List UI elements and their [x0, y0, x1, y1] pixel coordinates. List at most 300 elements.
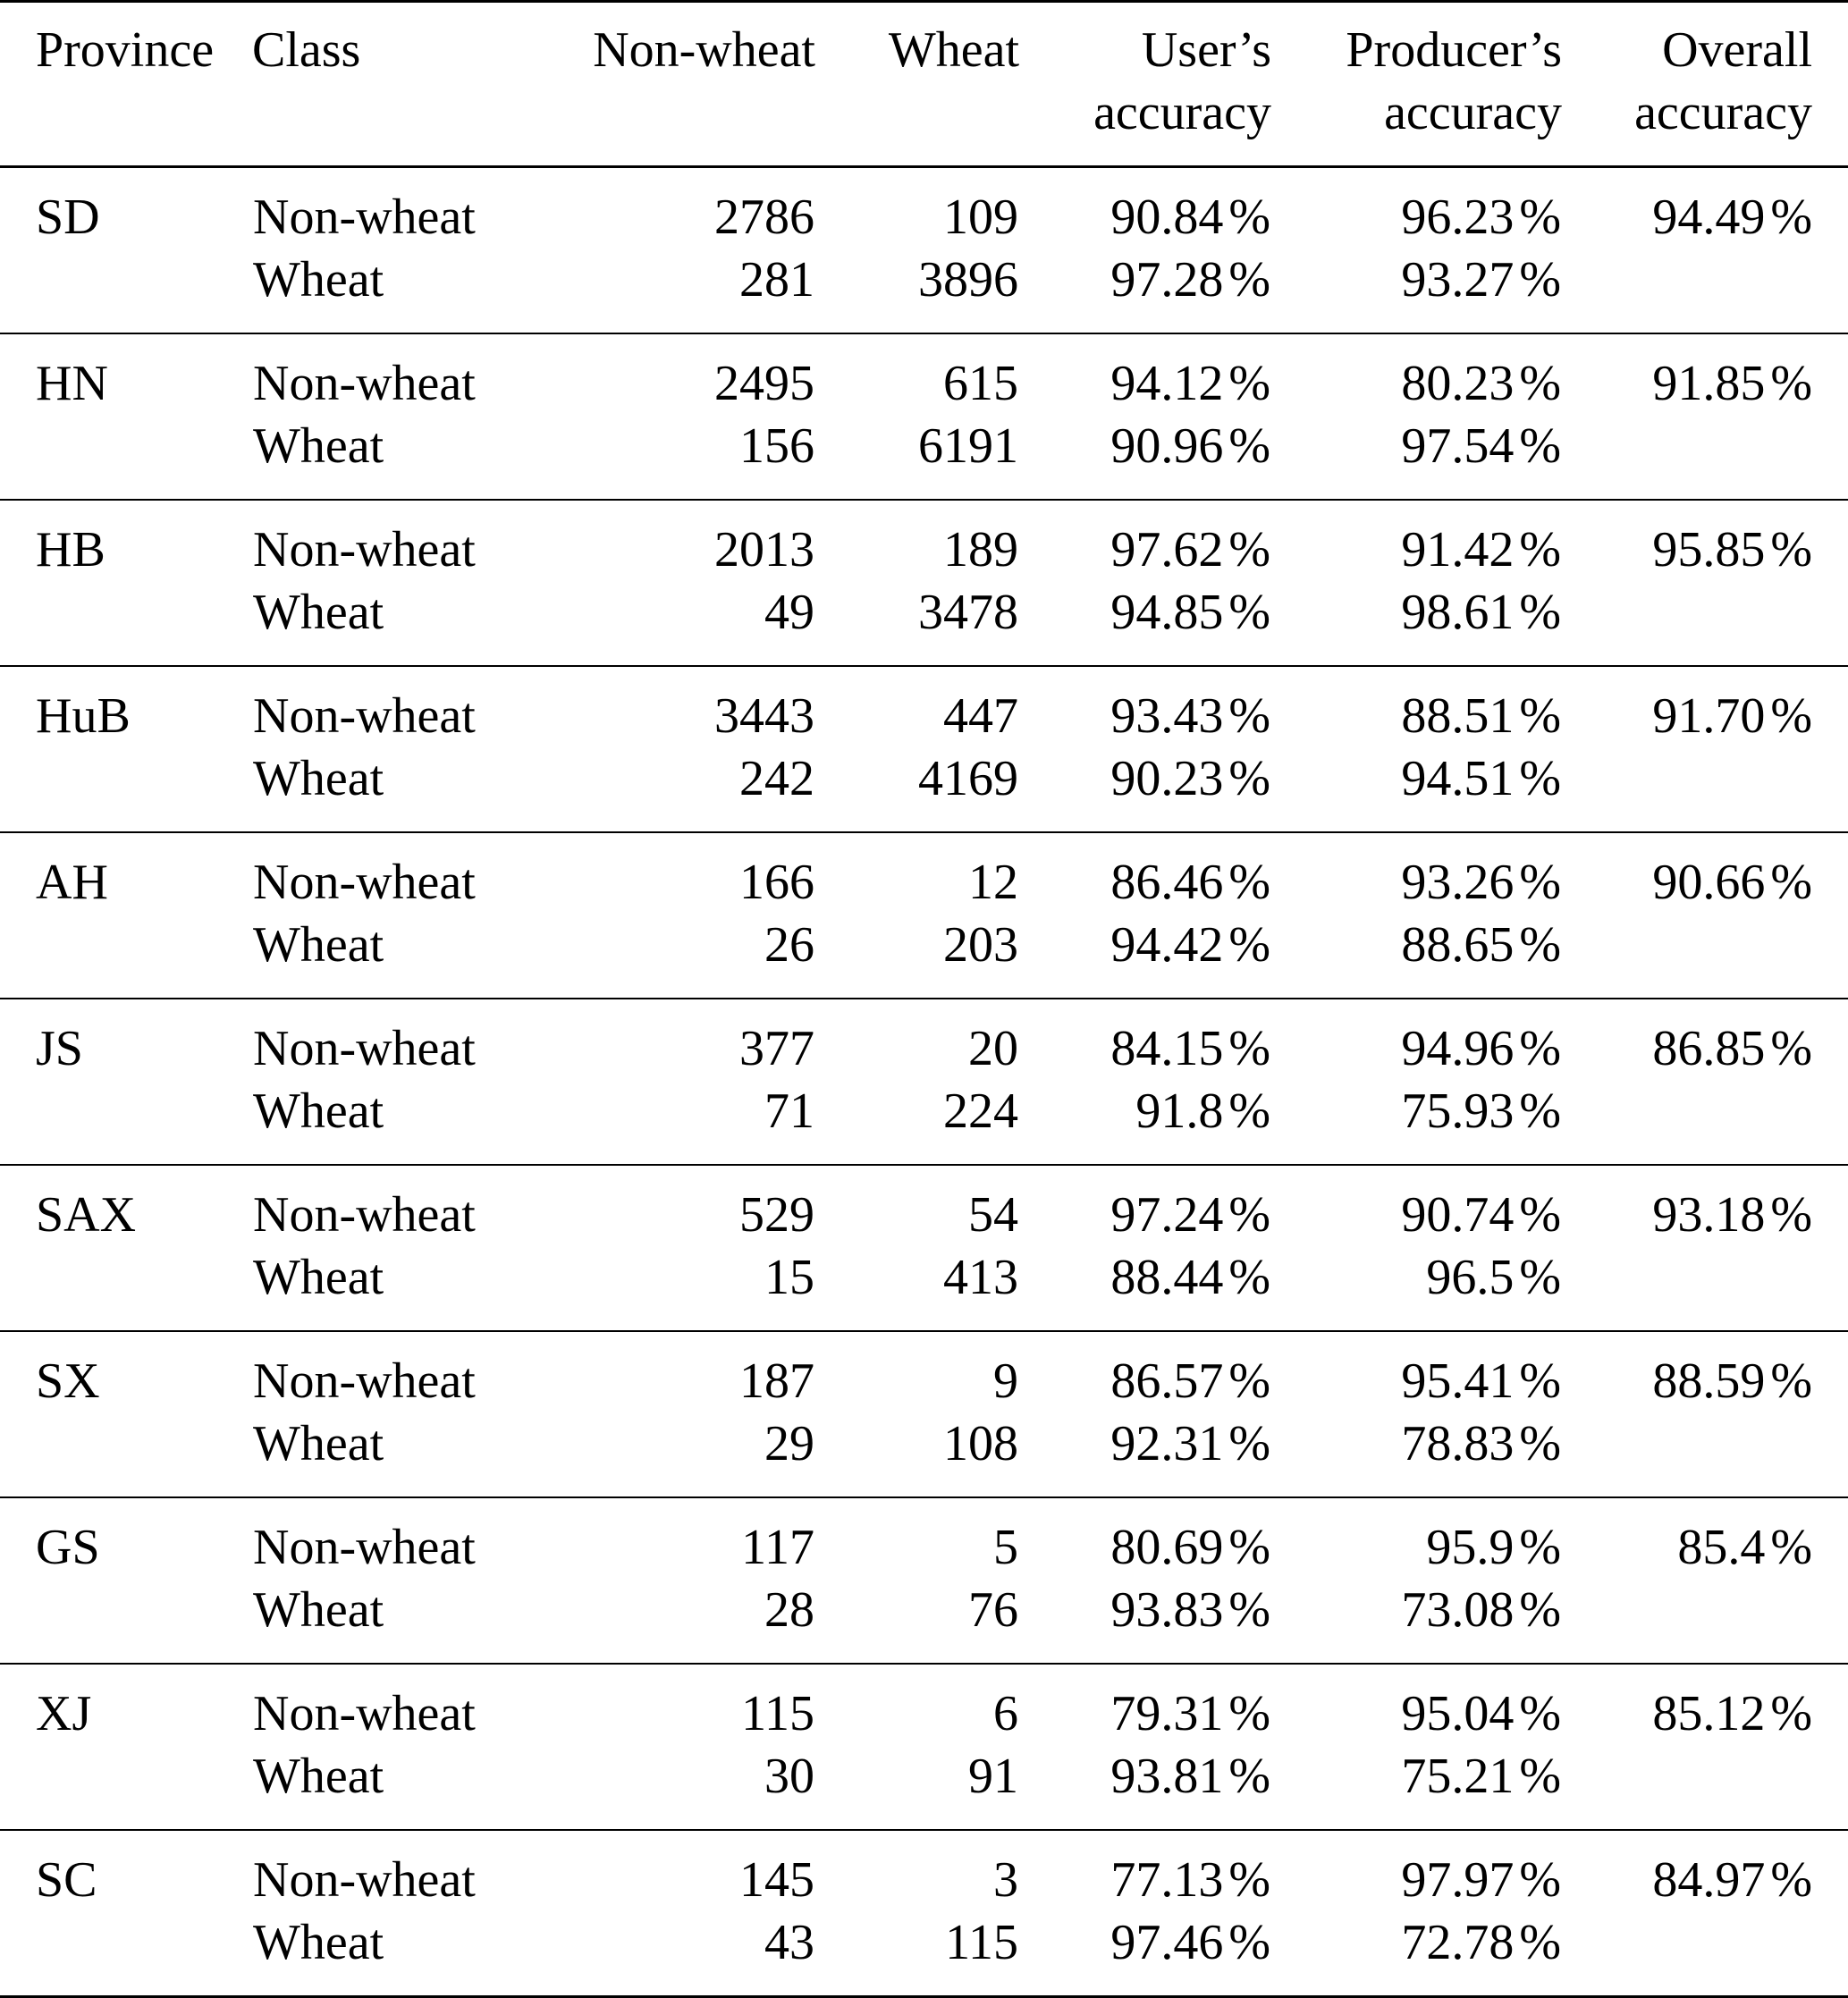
- overall-accuracy-cell: [1562, 1246, 1848, 1331]
- users-accuracy-cell: [1019, 1080, 1271, 1165]
- users-accuracy-cell-value: 91.8: [1135, 1083, 1224, 1139]
- wheat-cell-value: 108: [943, 1416, 1018, 1471]
- class-cell: [252, 167, 492, 249]
- producers-accuracy-cell: [1271, 1911, 1562, 1997]
- percent-sign: %: [1519, 418, 1561, 474]
- class-cell: [252, 1579, 492, 1664]
- percent-sign: %: [1228, 1520, 1270, 1575]
- users-accuracy-cell-value: 97.46: [1110, 1915, 1224, 1970]
- non-wheat-cell-value: 377: [739, 1021, 814, 1076]
- non-wheat-cell: [492, 1497, 815, 1579]
- users-accuracy-cell: [1019, 747, 1271, 832]
- overall-accuracy-cell: [1562, 999, 1848, 1080]
- header-overall-accuracy: [1562, 2, 1848, 167]
- producers-accuracy-cell: [1271, 581, 1562, 666]
- class-cell: [252, 249, 492, 333]
- users-accuracy-cell: [1019, 581, 1271, 666]
- wheat-cell: [815, 333, 1019, 415]
- non-wheat-cell: [492, 914, 815, 999]
- non-wheat-cell-value: 115: [741, 1686, 814, 1741]
- wheat-cell: [815, 415, 1019, 500]
- class-cell-value: Wheat: [253, 1416, 384, 1471]
- class-cell-value: Non-wheat: [253, 356, 476, 411]
- class-cell: [252, 1331, 492, 1412]
- percent-sign: %: [1770, 1353, 1812, 1409]
- non-wheat-cell: [492, 666, 815, 747]
- wheat-cell-value: 12: [968, 855, 1018, 910]
- non-wheat-cell: [492, 249, 815, 333]
- users-accuracy-cell-value: 93.83: [1110, 1582, 1224, 1638]
- producers-accuracy-cell-value: 75.93: [1401, 1083, 1515, 1139]
- producers-accuracy-cell: [1271, 1664, 1562, 1745]
- province-cell: [0, 1165, 252, 1246]
- class-cell: [252, 1165, 492, 1246]
- wheat-cell: [815, 914, 1019, 999]
- non-wheat-cell-value: 49: [764, 585, 814, 640]
- percent-sign: %: [1228, 252, 1270, 308]
- users-accuracy-cell: [1019, 415, 1271, 500]
- wheat-cell-value: 447: [943, 688, 1018, 744]
- users-accuracy-cell: [1019, 1412, 1271, 1497]
- class-cell: [252, 1830, 492, 1911]
- overall-accuracy-cell: [1562, 415, 1848, 500]
- class-cell: [252, 333, 492, 415]
- table-row: [0, 1246, 1848, 1331]
- percent-sign: %: [1519, 751, 1561, 806]
- class-cell-value: Non-wheat: [253, 190, 476, 245]
- province-cell-value: SAX: [36, 1187, 137, 1243]
- users-accuracy-cell-value: 84.15: [1110, 1021, 1224, 1076]
- header-class: Class: [252, 22, 361, 78]
- users-accuracy-cell-value: 86.46: [1110, 855, 1224, 910]
- percent-sign: %: [1519, 1021, 1561, 1076]
- wheat-cell: [815, 500, 1019, 581]
- users-accuracy-cell-value: 90.84: [1110, 190, 1224, 245]
- wheat-cell: [815, 1911, 1019, 1997]
- percent-sign: %: [1228, 1582, 1270, 1638]
- province-cell: [0, 1412, 252, 1497]
- percent-sign: %: [1228, 1021, 1270, 1076]
- class-cell-value: Non-wheat: [253, 688, 476, 744]
- wheat-cell: [815, 167, 1019, 249]
- percent-sign: %: [1228, 522, 1270, 577]
- class-cell-value: Non-wheat: [253, 1021, 476, 1076]
- non-wheat-cell-value: 242: [739, 751, 814, 806]
- non-wheat-cell-value: 43: [764, 1915, 814, 1970]
- non-wheat-cell: [492, 415, 815, 500]
- overall-accuracy-cell-value: 84.97: [1652, 1852, 1766, 1908]
- overall-accuracy-cell: [1562, 832, 1848, 914]
- class-cell-value: Wheat: [253, 1083, 384, 1139]
- producers-accuracy-cell: [1271, 1246, 1562, 1331]
- non-wheat-cell-value: 2495: [714, 356, 814, 411]
- users-accuracy-cell: [1019, 1911, 1271, 1997]
- non-wheat-cell: [492, 1911, 815, 1997]
- overall-accuracy-cell-value: 88.59: [1652, 1353, 1766, 1409]
- percent-sign: %: [1228, 585, 1270, 640]
- overall-accuracy-cell: [1562, 914, 1848, 999]
- producers-accuracy-cell: [1271, 747, 1562, 832]
- producers-accuracy-cell: [1271, 999, 1562, 1080]
- users-accuracy-cell: [1019, 1830, 1271, 1911]
- class-cell-value: Wheat: [253, 1749, 384, 1804]
- header-wheat: Wheat: [888, 22, 1019, 78]
- class-cell-value: Wheat: [253, 585, 384, 640]
- percent-sign: %: [1519, 1686, 1561, 1741]
- table-row: [0, 1331, 1848, 1412]
- non-wheat-cell: [492, 1331, 815, 1412]
- class-cell: [252, 1412, 492, 1497]
- overall-accuracy-cell-value: 86.85: [1652, 1021, 1766, 1076]
- province-cell: [0, 1664, 252, 1745]
- province-cell-value: AH: [36, 855, 108, 910]
- producers-accuracy-cell: [1271, 1497, 1562, 1579]
- percent-sign: %: [1770, 1686, 1812, 1741]
- wheat-cell: [815, 1412, 1019, 1497]
- overall-accuracy-cell: [1562, 747, 1848, 832]
- non-wheat-cell: [492, 500, 815, 581]
- users-accuracy-cell-value: 80.69: [1110, 1520, 1224, 1575]
- province-cell: [0, 1745, 252, 1830]
- table-row: [0, 1745, 1848, 1830]
- class-cell: [252, 1497, 492, 1579]
- wheat-cell: [815, 1664, 1019, 1745]
- province-cell: [0, 1331, 252, 1412]
- class-cell: [252, 415, 492, 500]
- header-producers-accuracy-line1: Producer’s: [1346, 22, 1562, 78]
- overall-accuracy-cell: [1562, 249, 1848, 333]
- producers-accuracy-cell: [1271, 1412, 1562, 1497]
- non-wheat-cell-value: 15: [764, 1250, 814, 1305]
- overall-accuracy-cell: [1562, 1080, 1848, 1165]
- users-accuracy-cell: [1019, 167, 1271, 249]
- percent-sign: %: [1228, 1083, 1270, 1139]
- wheat-cell: [815, 747, 1019, 832]
- producers-accuracy-cell-value: 94.96: [1401, 1021, 1515, 1076]
- table-row: [0, 999, 1848, 1080]
- users-accuracy-cell: [1019, 832, 1271, 914]
- wheat-cell: [815, 666, 1019, 747]
- producers-accuracy-cell-value: 95.04: [1401, 1686, 1515, 1741]
- class-cell-value: Non-wheat: [253, 1686, 476, 1741]
- class-cell: [252, 1246, 492, 1331]
- class-cell-value: Non-wheat: [253, 1353, 476, 1409]
- wheat-cell-value: 3896: [918, 252, 1018, 308]
- non-wheat-cell-value: 26: [764, 917, 814, 973]
- class-cell-value: Non-wheat: [253, 1520, 476, 1575]
- users-accuracy-cell: [1019, 1497, 1271, 1579]
- class-cell: [252, 1911, 492, 1997]
- wheat-cell-value: 91: [968, 1749, 1018, 1804]
- producers-accuracy-cell: [1271, 333, 1562, 415]
- producers-accuracy-cell: [1271, 914, 1562, 999]
- non-wheat-cell-value: 3443: [714, 688, 814, 744]
- header-province: Province: [36, 22, 215, 78]
- producers-accuracy-cell-value: 73.08: [1401, 1582, 1515, 1638]
- non-wheat-cell: [492, 747, 815, 832]
- percent-sign: %: [1519, 1520, 1561, 1575]
- percent-sign: %: [1770, 356, 1812, 411]
- overall-accuracy-cell: [1562, 666, 1848, 747]
- percent-sign: %: [1519, 1187, 1561, 1243]
- percent-sign: %: [1228, 855, 1270, 910]
- overall-accuracy-cell: [1562, 1412, 1848, 1497]
- users-accuracy-cell-value: 86.57: [1110, 1353, 1224, 1409]
- non-wheat-cell-value: 29: [764, 1416, 814, 1471]
- percent-sign: %: [1519, 190, 1561, 245]
- province-cell-value: JS: [36, 1021, 83, 1076]
- table-row: [0, 1579, 1848, 1664]
- producers-accuracy-cell-value: 96.5: [1426, 1250, 1515, 1305]
- wheat-cell-value: 5: [993, 1520, 1018, 1575]
- non-wheat-cell-value: 529: [739, 1187, 814, 1243]
- province-cell: [0, 832, 252, 914]
- percent-sign: %: [1770, 1021, 1812, 1076]
- table-row: [0, 666, 1848, 747]
- header-producers-accuracy: [1271, 2, 1562, 167]
- producers-accuracy-cell: [1271, 1579, 1562, 1664]
- wheat-cell: [815, 581, 1019, 666]
- producers-accuracy-cell-value: 78.83: [1401, 1416, 1515, 1471]
- province-cell: [0, 1911, 252, 1997]
- class-cell: [252, 500, 492, 581]
- non-wheat-cell-value: 156: [739, 418, 814, 474]
- wheat-cell-value: 4169: [918, 751, 1018, 806]
- percent-sign: %: [1519, 522, 1561, 577]
- percent-sign: %: [1770, 1187, 1812, 1243]
- percent-sign: %: [1228, 418, 1270, 474]
- class-cell: [252, 1745, 492, 1830]
- province-cell: [0, 747, 252, 832]
- class-cell: [252, 1080, 492, 1165]
- overall-accuracy-cell-value: 91.70: [1652, 688, 1766, 744]
- percent-sign: %: [1228, 688, 1270, 744]
- non-wheat-cell-value: 187: [739, 1353, 814, 1409]
- users-accuracy-cell: [1019, 500, 1271, 581]
- wheat-cell-value: 224: [943, 1083, 1018, 1139]
- users-accuracy-cell-value: 90.23: [1110, 751, 1224, 806]
- province-cell-value: GS: [36, 1520, 100, 1575]
- percent-sign: %: [1770, 190, 1812, 245]
- percent-sign: %: [1519, 1749, 1561, 1804]
- overall-accuracy-cell: [1562, 1664, 1848, 1745]
- non-wheat-cell-value: 2013: [714, 522, 814, 577]
- users-accuracy-cell-value: 92.31: [1110, 1416, 1224, 1471]
- class-cell-value: Non-wheat: [253, 855, 476, 910]
- producers-accuracy-cell: [1271, 1830, 1562, 1911]
- percent-sign: %: [1519, 855, 1561, 910]
- users-accuracy-cell: [1019, 666, 1271, 747]
- non-wheat-cell: [492, 1579, 815, 1664]
- class-cell-value: Wheat: [253, 1915, 384, 1970]
- producers-accuracy-cell: [1271, 1745, 1562, 1830]
- wheat-cell-value: 6191: [918, 418, 1018, 474]
- non-wheat-cell-value: 281: [739, 252, 814, 308]
- users-accuracy-cell: [1019, 1664, 1271, 1745]
- wheat-cell: [815, 1497, 1019, 1579]
- users-accuracy-cell: [1019, 333, 1271, 415]
- header-row: [0, 2, 1848, 167]
- non-wheat-cell: [492, 832, 815, 914]
- non-wheat-cell: [492, 581, 815, 666]
- class-cell: [252, 1664, 492, 1745]
- wheat-cell: [815, 1579, 1019, 1664]
- percent-sign: %: [1228, 751, 1270, 806]
- overall-accuracy-cell-value: 85.12: [1652, 1686, 1766, 1741]
- wheat-cell: [815, 1331, 1019, 1412]
- users-accuracy-cell: [1019, 1745, 1271, 1830]
- non-wheat-cell: [492, 1830, 815, 1911]
- percent-sign: %: [1228, 1749, 1270, 1804]
- percent-sign: %: [1228, 190, 1270, 245]
- users-accuracy-cell: [1019, 1165, 1271, 1246]
- users-accuracy-cell: [1019, 914, 1271, 999]
- overall-accuracy-cell: [1562, 1579, 1848, 1664]
- producers-accuracy-cell: [1271, 1080, 1562, 1165]
- table-row: [0, 1911, 1848, 1997]
- wheat-cell-value: 76: [968, 1582, 1018, 1638]
- non-wheat-cell-value: 2786: [714, 190, 814, 245]
- producers-accuracy-cell-value: 98.61: [1401, 585, 1515, 640]
- producers-accuracy-cell-value: 97.54: [1401, 418, 1515, 474]
- class-cell: [252, 666, 492, 747]
- class-cell-value: Wheat: [253, 1582, 384, 1638]
- wheat-cell-value: 3: [993, 1852, 1018, 1908]
- table-row: [0, 1080, 1848, 1165]
- province-cell-value: HN: [36, 356, 108, 411]
- overall-accuracy-cell: [1562, 1830, 1848, 1911]
- class-cell-value: Wheat: [253, 418, 384, 474]
- non-wheat-cell-value: 117: [741, 1520, 814, 1575]
- class-cell-value: Non-wheat: [253, 522, 476, 577]
- province-cell: [0, 167, 252, 249]
- province-cell: [0, 1497, 252, 1579]
- percent-sign: %: [1519, 585, 1561, 640]
- users-accuracy-cell-value: 77.13: [1110, 1852, 1224, 1908]
- percent-sign: %: [1228, 1852, 1270, 1908]
- header-users-accuracy-line2: accuracy: [1093, 85, 1271, 140]
- producers-accuracy-cell: [1271, 415, 1562, 500]
- users-accuracy-cell-value: 94.85: [1110, 585, 1224, 640]
- overall-accuracy-cell: [1562, 333, 1848, 415]
- province-cell: [0, 999, 252, 1080]
- table-row: [0, 1497, 1848, 1579]
- class-cell: [252, 832, 492, 914]
- users-accuracy-cell-value: 90.96: [1110, 418, 1224, 474]
- percent-sign: %: [1519, 1353, 1561, 1409]
- producers-accuracy-cell: [1271, 249, 1562, 333]
- non-wheat-cell-value: 145: [739, 1852, 814, 1908]
- non-wheat-cell: [492, 1412, 815, 1497]
- wheat-cell-value: 615: [943, 356, 1018, 411]
- producers-accuracy-cell-value: 95.41: [1401, 1353, 1515, 1409]
- overall-accuracy-cell: [1562, 1745, 1848, 1830]
- wheat-cell-value: 109: [943, 190, 1018, 245]
- percent-sign: %: [1519, 1083, 1561, 1139]
- non-wheat-cell: [492, 1745, 815, 1830]
- overall-accuracy-cell-value: 93.18: [1652, 1187, 1766, 1243]
- wheat-cell-value: 6: [993, 1686, 1018, 1741]
- overall-accuracy-cell-value: 85.4: [1677, 1520, 1766, 1575]
- producers-accuracy-cell-value: 80.23: [1401, 356, 1515, 411]
- percent-sign: %: [1519, 1852, 1561, 1908]
- users-accuracy-cell-value: 97.62: [1110, 522, 1224, 577]
- table-body: [0, 167, 1848, 1997]
- percent-sign: %: [1228, 356, 1270, 411]
- wheat-cell: [815, 1165, 1019, 1246]
- header-overall-accuracy-line1: Overall: [1662, 22, 1812, 78]
- producers-accuracy-cell: [1271, 832, 1562, 914]
- percent-sign: %: [1228, 1250, 1270, 1305]
- overall-accuracy-cell: [1562, 500, 1848, 581]
- class-cell-value: Wheat: [253, 252, 384, 308]
- overall-accuracy-cell: [1562, 1331, 1848, 1412]
- class-cell-value: Wheat: [253, 917, 384, 973]
- users-accuracy-cell: [1019, 1331, 1271, 1412]
- wheat-cell: [815, 1830, 1019, 1911]
- producers-accuracy-cell-value: 72.78: [1401, 1915, 1515, 1970]
- table-row: [0, 333, 1848, 415]
- non-wheat-cell-value: 28: [764, 1582, 814, 1638]
- producers-accuracy-cell: [1271, 500, 1562, 581]
- province-cell: [0, 500, 252, 581]
- percent-sign: %: [1519, 252, 1561, 308]
- overall-accuracy-cell-value: 91.85: [1652, 356, 1766, 411]
- overall-accuracy-cell-value: 90.66: [1652, 855, 1766, 910]
- table-row: [0, 167, 1848, 249]
- province-cell: [0, 415, 252, 500]
- percent-sign: %: [1228, 1187, 1270, 1243]
- wheat-cell: [815, 999, 1019, 1080]
- province-cell: [0, 1579, 252, 1664]
- producers-accuracy-cell-value: 88.51: [1401, 688, 1515, 744]
- province-cell: [0, 666, 252, 747]
- non-wheat-cell: [492, 1080, 815, 1165]
- header-overall-accuracy-line2: accuracy: [1634, 85, 1812, 140]
- producers-accuracy-cell-value: 93.27: [1401, 252, 1515, 308]
- overall-accuracy-cell: [1562, 581, 1848, 666]
- table-row: [0, 1165, 1848, 1246]
- overall-accuracy-cell: [1562, 1911, 1848, 1997]
- overall-accuracy-cell: [1562, 1165, 1848, 1246]
- province-cell-value: HuB: [36, 688, 131, 744]
- producers-accuracy-cell-value: 90.74: [1401, 1187, 1515, 1243]
- overall-accuracy-cell-value: 94.49: [1652, 190, 1766, 245]
- table-row: [0, 747, 1848, 832]
- users-accuracy-cell-value: 94.12: [1110, 356, 1224, 411]
- users-accuracy-cell-value: 93.43: [1110, 688, 1224, 744]
- users-accuracy-cell-value: 94.42: [1110, 917, 1224, 973]
- producers-accuracy-cell: [1271, 1331, 1562, 1412]
- producers-accuracy-cell: [1271, 1165, 1562, 1246]
- header-users-accuracy: [1019, 2, 1271, 167]
- table-row: [0, 415, 1848, 500]
- wheat-cell-value: 9: [993, 1353, 1018, 1409]
- class-cell: [252, 747, 492, 832]
- wheat-cell: [815, 249, 1019, 333]
- percent-sign: %: [1519, 356, 1561, 411]
- users-accuracy-cell-value: 79.31: [1110, 1686, 1224, 1741]
- overall-accuracy-cell-value: 95.85: [1652, 522, 1766, 577]
- table-row: [0, 249, 1848, 333]
- non-wheat-cell: [492, 1246, 815, 1331]
- producers-accuracy-cell-value: 91.42: [1401, 522, 1515, 577]
- table-row: [0, 500, 1848, 581]
- header-producers-accuracy-line2: accuracy: [1384, 85, 1562, 140]
- province-cell: [0, 1246, 252, 1331]
- percent-sign: %: [1519, 917, 1561, 973]
- percent-sign: %: [1228, 1353, 1270, 1409]
